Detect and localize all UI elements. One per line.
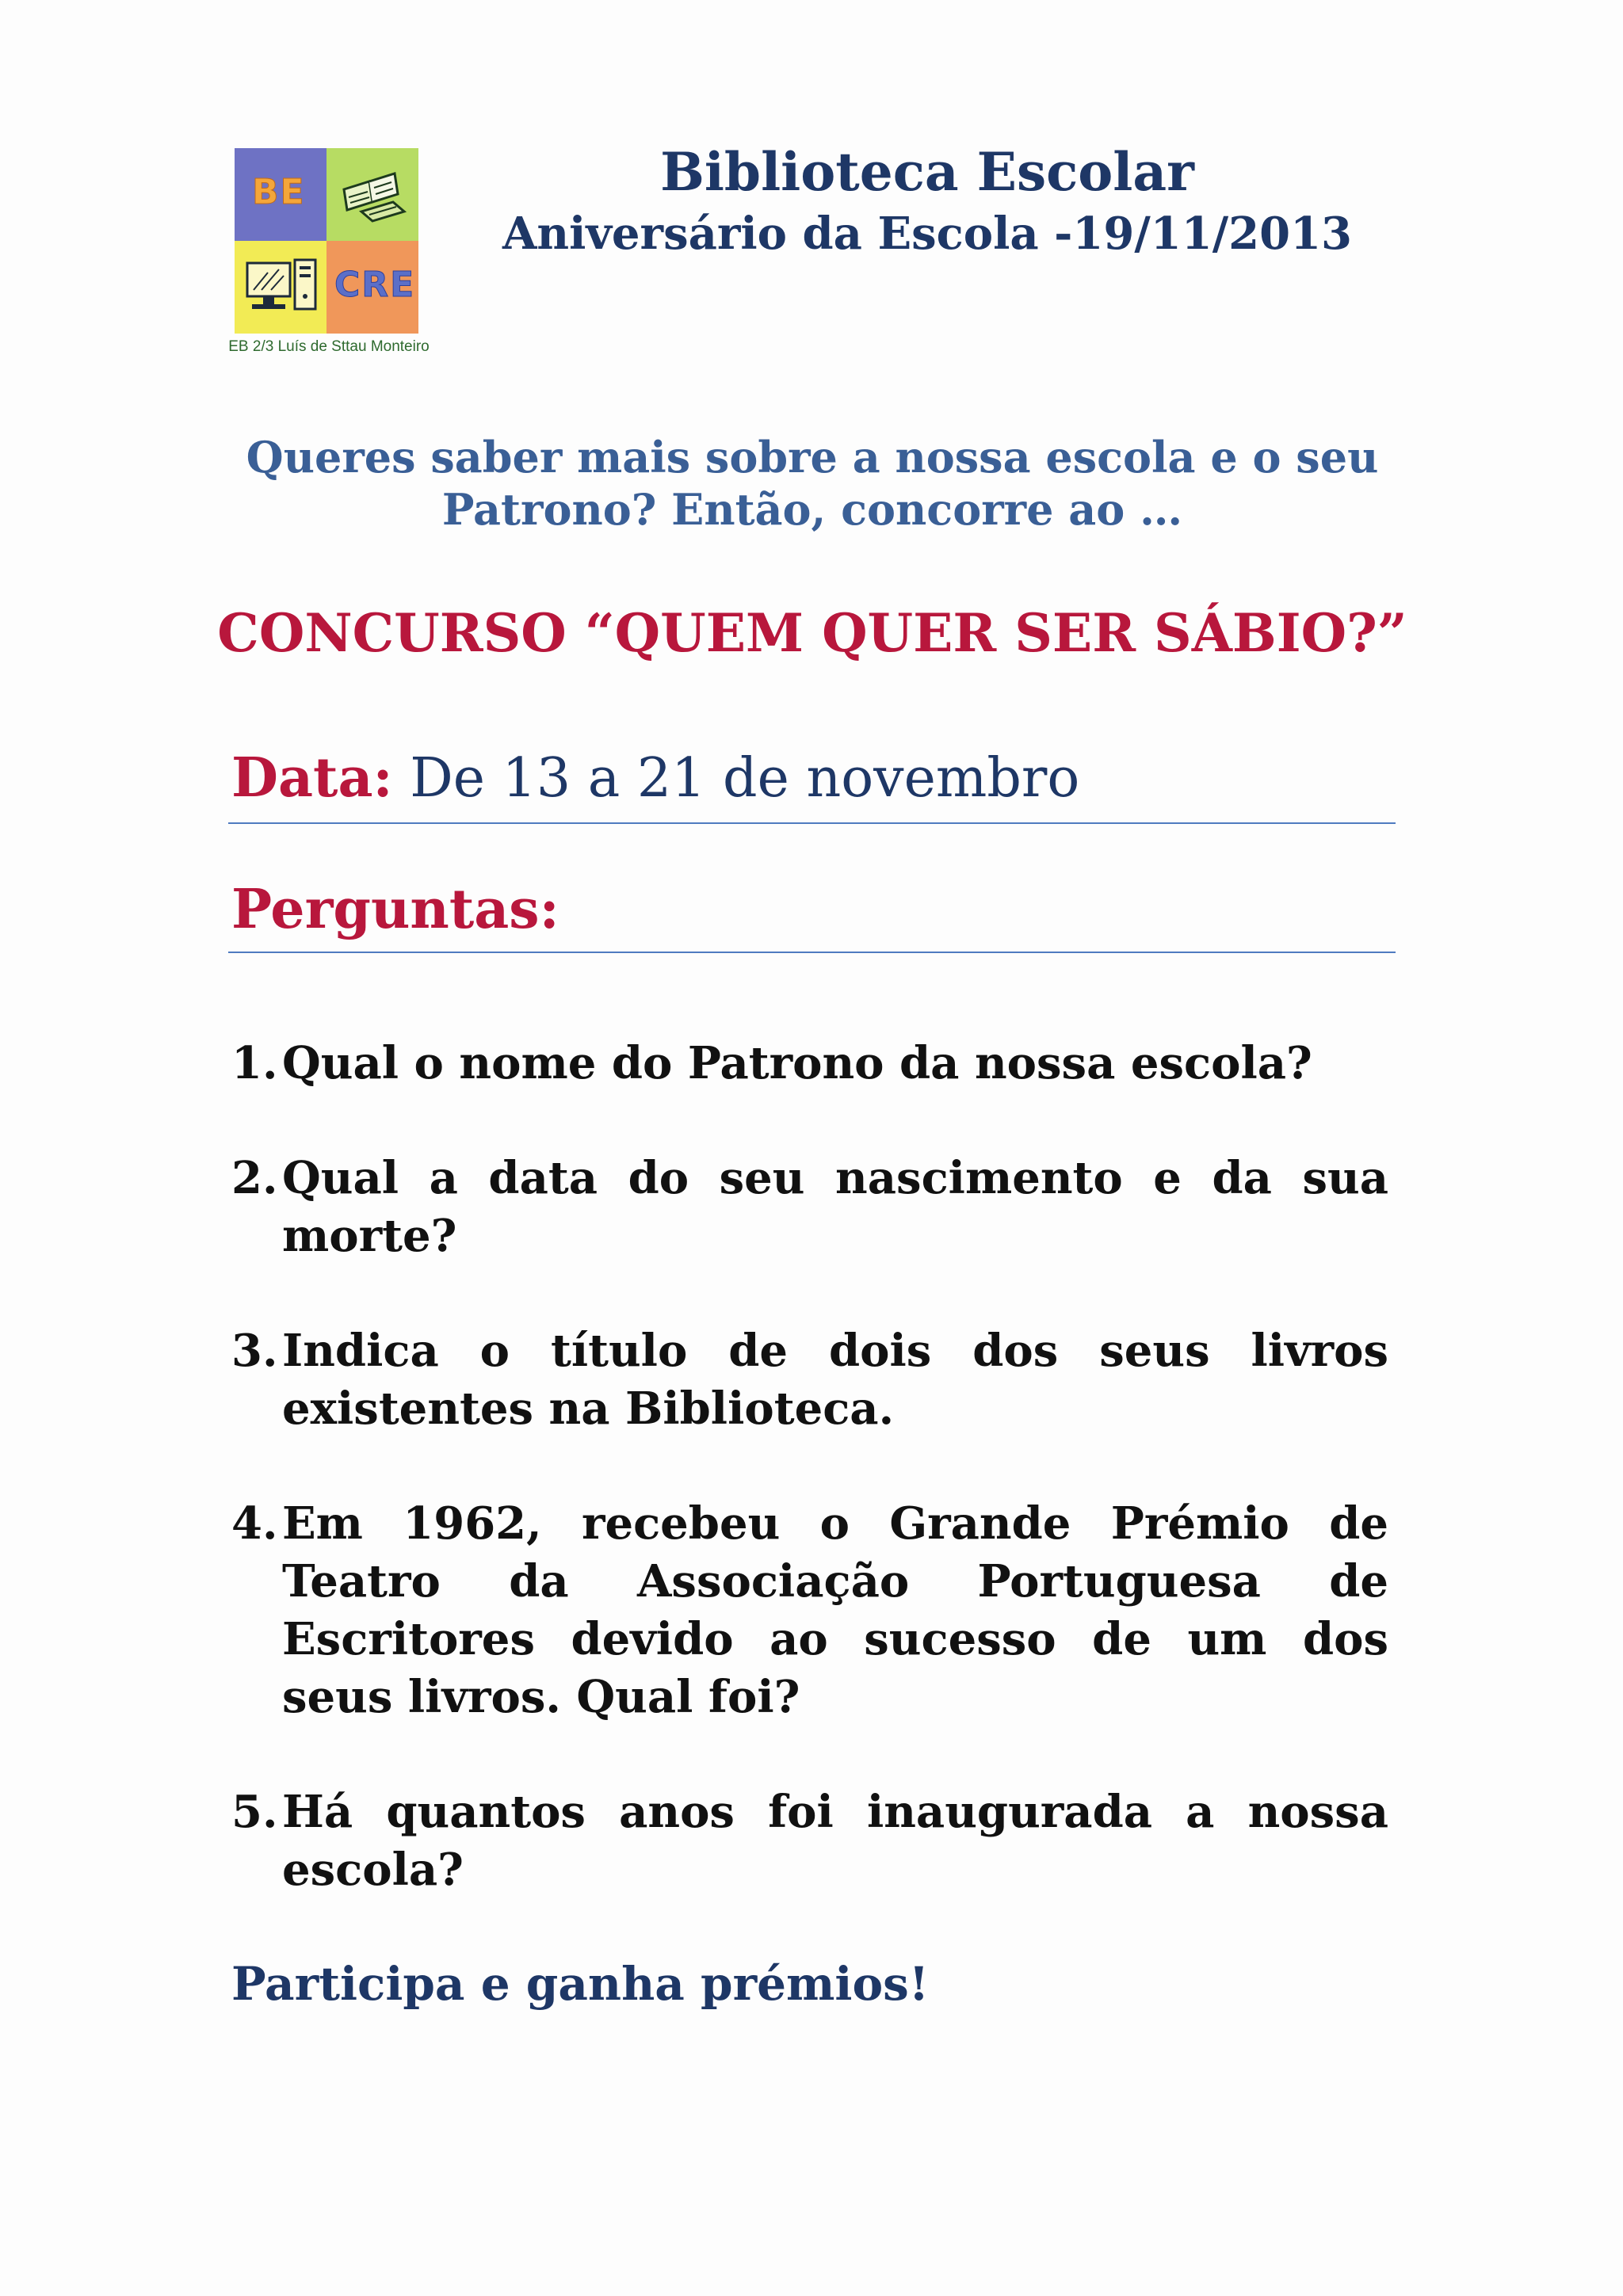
question-text: Qual o nome do Patrono da nossa escola?: [282, 1037, 1312, 1089]
question-text: Há quantos anos foi inaugurada a nossa escola?: [282, 1786, 1388, 1896]
date-label: Data:: [231, 746, 393, 810]
question-number: 1.: [231, 1037, 278, 1089]
date-value: De 13 a 21 de novembro: [410, 747, 1080, 810]
questions-divider: [228, 952, 1396, 953]
intro-text: [238, 432, 1387, 536]
question-item: [231, 1035, 1388, 1093]
header-title: Biblioteca Escolar: [660, 141, 1194, 203]
logo-quadrant-computer: [235, 241, 327, 334]
date-divider: [228, 822, 1396, 824]
logo-quadrant-cre: [327, 241, 418, 334]
question-item: [231, 1150, 1388, 1265]
books-icon: [338, 166, 411, 224]
question-item: [231, 1495, 1388, 1726]
logo-quadrant-books: [327, 148, 418, 241]
intro-line-1: Queres saber mais sobre a nossa escola e o seu: [246, 432, 1379, 482]
question-number: 5.: [231, 1786, 278, 1838]
contest-title: CONCURSO “QUEM QUER SER SÁBIO?”: [217, 602, 1407, 664]
footer-call-to-action: Participa e ganha prémios!: [231, 1957, 930, 2011]
question-text: Indica o título de dois dos seus livros existentes na Biblioteca.: [282, 1325, 1388, 1435]
logo-caption: EB 2/3 Luís de Sttau Monteiro: [228, 338, 430, 355]
questions-list: [231, 1035, 1388, 1956]
date-line: [231, 746, 1079, 810]
question-item: [231, 1322, 1388, 1438]
question-number: 3.: [231, 1325, 278, 1377]
logo-word-cre: CRE: [334, 265, 416, 305]
header-subtitle: Aniversário da Escola -19/11/2013: [502, 208, 1353, 260]
question-text: Qual a data do seu nascimento e da sua morte?: [282, 1152, 1388, 1262]
logo-grid: [235, 148, 418, 334]
logo-word-be: BE: [252, 172, 306, 212]
question-item: [231, 1783, 1388, 1899]
computer-icon: [244, 255, 320, 322]
questions-heading: Perguntas:: [231, 878, 559, 941]
logo-quadrant-be: [235, 148, 327, 241]
question-number: 4.: [231, 1497, 278, 1550]
question-text: Em 1962, recebeu o Grande Prémio de Teatro da Associação Portuguesa de Escritores devido ao sucesso de um dos seus livros. Qual foi?: [282, 1497, 1388, 1723]
intro-line-2: Patrono? Então, concorre ao …: [441, 483, 1183, 535]
question-number: 2.: [231, 1152, 278, 1204]
becre-logo: [214, 147, 444, 360]
